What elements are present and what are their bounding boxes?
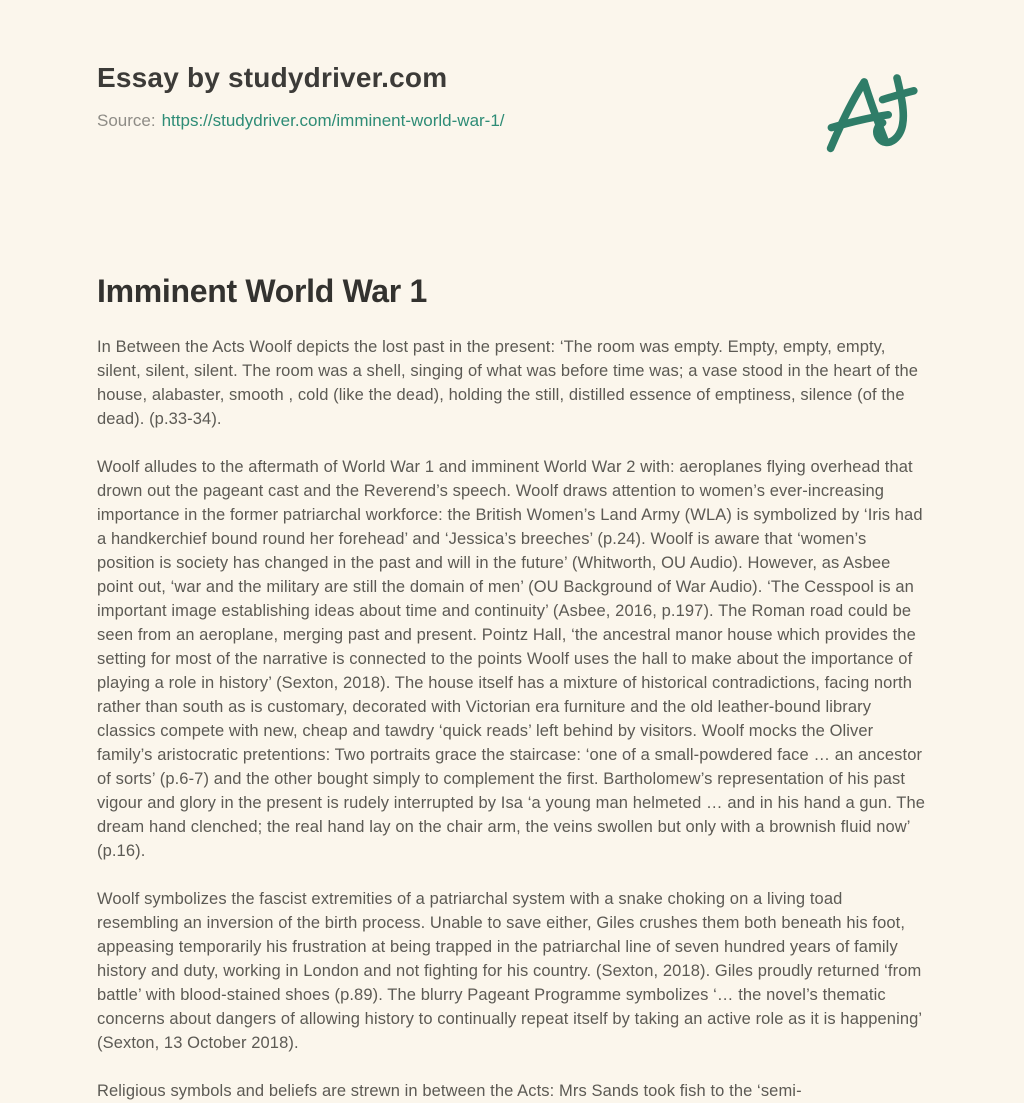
header-text-block [97,60,505,133]
essay-page [97,0,927,1103]
essay-paragraph: Woolf symbolizes the fascist extremities of a patriarchal system with a snake choking on a living toad resembling an inversion of the birth process. Unable to save either, Giles crushes them both beneath his foot, appeasing temporarily his frustration at being trapped in the patriarchal line of seven hundred years of family history and duty, working in London and not fighting for his country. (Sexton, 2018). Giles proudly returned ‘from battle’ with blood-stained shoes (p.89). The blurry Pageant Programme symbolizes ‘… the novel’s thematic concerns about dangers of allowing history to continually repeat itself by taking an active role as it is happening’ (Sexton, 13 October 2018). [97,889,922,1052]
studydriver-logo [821,66,925,167]
essay-body [97,335,927,1103]
a-plus-logo-icon [821,66,925,162]
source-label: Source: [97,111,156,130]
page-header [97,60,927,167]
essay-title: Imminent World War 1 [97,273,428,309]
essay-paragraph: In Between the Acts Woolf depicts the lost past in the present: ‘The room was empty. Empty, empty, empty, silent, silent, silent. The room was a shell, singing of what was before time was; a vase stood in the heart of the house, alabaster, smooth , cold (like the dead), holding the still, distilled essence of emptiness, silence (of the dead). (p.33-34). [97,337,919,428]
source-link[interactable]: https://studydriver.com/imminent-world-war-1/ [161,111,505,130]
essay-paragraph: Woolf alludes to the aftermath of World War 1 and imminent World War 2 with: aeroplanes flying overhead that drown out the pageant cast and the Reverend’s speech. Woolf draws attention to women’s ever-increasing importance in the former patriarchal workforce: the British Women’s Land Army (WLA) is symbolized by ‘Iris had a handkerchief bound round her forehead’ and ‘Jessica’s breeches’ (p.24). Woolf is aware that ‘women’s position is society has changed in the past and will in the future’ (Whitworth, OU Audio). However, as Asbee point out, ‘war and the military are still the domain of men’ (OU Background of War Audio). ‘The Cesspool is an important image establishing ideas about time and continuity’ (Asbee, 2016, p.197). The Roman road could be seen from an aeroplane, merging past and present. Pointz Hall, ‘the ancestral manor house which provides the setting for most of the narrative is connected to the points Woolf uses the hall to make about the importance of playing a role in history’ (Sexton, 2018). The house itself has a mixture of historical contradictions, facing north rather than south as is customary, decorated with Victorian era furniture and the old leather-bound library classics compete with new, cheap and tawdry ‘quick reads’ left behind by visitors. Woolf mocks the Oliver family’s aristocratic pretentions: Two portraits grace the staircase: ‘one of a small-powdered face … an ancestor of sorts’ (p.6-7) and the other bought simply to complement the first. Bartholomew’s representation of his past vigour and glory in the present is rudely interrupted by Isa ‘a young man helmeted … and in his hand a gun. The dream hand clenched; the real hand lay on the chair arm, the veins swollen but only with a brownish fluid now’ (p.16). [97,457,926,860]
site-header-title: Essay by studydriver.com [97,62,448,93]
essay-paragraph: Religious symbols and beliefs are strewn in between the Acts: Mrs Sands took fish to the ‘semi- [97,1081,802,1100]
source-line [97,109,505,133]
